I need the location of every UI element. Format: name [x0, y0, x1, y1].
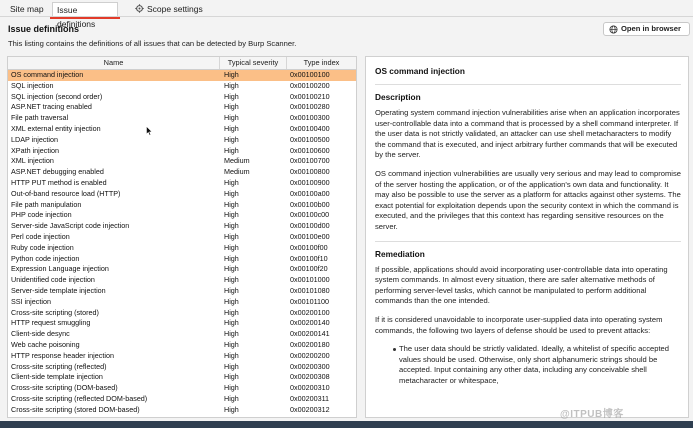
page-title: Issue definitions — [8, 24, 80, 34]
cell-name: Server-side JavaScript code injection — [11, 221, 130, 231]
cell-name: XML external entity injection — [11, 123, 101, 133]
table-row[interactable] — [8, 254, 357, 265]
table-row[interactable] — [8, 156, 357, 167]
cell-name: Server-side template injection — [11, 285, 106, 295]
cell-type-index: 0x00200310 — [290, 383, 330, 393]
cell-severity: Medium — [224, 167, 250, 177]
mouse-cursor-icon — [146, 126, 153, 138]
table-row[interactable] — [8, 362, 357, 373]
gear-icon — [135, 3, 144, 17]
cell-type-index: 0x00100200 — [290, 80, 330, 90]
cell-type-index: 0x00200300 — [290, 361, 330, 371]
cell-severity: High — [224, 350, 239, 360]
cell-name: OS command injection — [11, 70, 84, 79]
cell-severity: High — [224, 145, 239, 155]
cell-type-index: 0x00100f10 — [290, 253, 328, 263]
table-row[interactable] — [8, 383, 357, 394]
cell-type-index: 0x00101100 — [290, 296, 330, 306]
table-row[interactable] — [8, 167, 357, 178]
divider — [375, 84, 681, 85]
table-row[interactable] — [8, 178, 357, 189]
cell-severity: High — [224, 404, 239, 414]
column-header-severity[interactable]: Typical severity — [220, 57, 287, 69]
table-row[interactable] — [8, 81, 357, 92]
cell-type-index: 0x00100210 — [290, 91, 330, 101]
cell-severity: High — [224, 80, 239, 90]
cell-type-index: 0x00200308 — [290, 372, 330, 382]
cell-name: Python code injection — [11, 253, 80, 263]
cell-severity: High — [224, 113, 239, 123]
table-row[interactable] — [8, 286, 357, 297]
taskbar-strip — [0, 421, 693, 428]
cell-name: HTTP response header injection — [11, 350, 114, 360]
cell-severity: High — [224, 123, 239, 133]
cell-severity: High — [224, 102, 239, 112]
cell-severity: High — [224, 70, 239, 79]
cell-type-index: 0x00200312 — [290, 404, 330, 414]
cell-severity: High — [224, 383, 239, 393]
table-row[interactable] — [8, 102, 357, 113]
description-paragraph-1: Operating system command injection vulnerabilities arise when an application incorporates user-controllable data into a command that is processed by a shell command interpreter. If the user data is not strictly validated, an attacker can use shell metacharacters to modify the command that is executed, and inject arbitrary further commands that will be executed by the server. — [375, 108, 680, 160]
remediation-heading: Remediation — [375, 248, 425, 259]
cell-name: Cross-site scripting (reflected) — [11, 361, 107, 371]
table-row[interactable] — [8, 232, 357, 243]
table-row[interactable] — [8, 113, 357, 124]
cell-type-index: 0x00200100 — [290, 307, 330, 317]
table-row[interactable] — [8, 146, 357, 157]
cell-name: File path traversal — [11, 113, 69, 123]
cell-type-index: 0x00200180 — [290, 339, 330, 349]
cell-severity: High — [224, 221, 239, 231]
cell-severity: High — [224, 91, 239, 101]
cell-severity: High — [224, 307, 239, 317]
cell-type-index: 0x00100300 — [290, 113, 330, 123]
cell-severity: High — [224, 134, 239, 144]
active-tab-underline — [50, 17, 120, 19]
cell-type-index: 0x00100d00 — [290, 221, 330, 231]
open-in-browser-label: Open in browser — [621, 24, 681, 33]
table-row[interactable] — [8, 243, 357, 254]
table-row[interactable] — [8, 372, 357, 383]
cell-severity: High — [224, 296, 239, 306]
tab-issue-definitions-label: Issue definitions — [57, 5, 96, 29]
table-row[interactable] — [8, 340, 357, 351]
cell-type-index: 0x00200141 — [290, 329, 330, 339]
table-row[interactable] — [8, 210, 357, 221]
cell-severity: High — [224, 253, 239, 263]
cell-type-index: 0x00100900 — [290, 177, 330, 187]
cell-name: Perl code injection — [11, 231, 70, 241]
description-heading: Description — [375, 92, 421, 102]
issue-detail-panel — [365, 56, 689, 418]
cell-severity: High — [224, 210, 239, 220]
cell-type-index: 0x00101080 — [290, 285, 330, 295]
description-paragraph-2: OS command injection vulnerabilities are usually very serious and may lead to compromise of the server hosting the application, or of the application's own data and functionality. It may also be possible to use the server as a platform for attacks against other systems. The exact potential for exploitation depends upon the security context in which the command is executed, and the privileges that this context has regarding sensitive resources on the server. — [375, 168, 681, 231]
table-row[interactable] — [8, 318, 357, 329]
column-header-name[interactable]: Name — [8, 57, 220, 69]
cell-type-index: 0x00100f00 — [290, 242, 328, 252]
tab-scope-settings-label: Scope settings — [147, 4, 203, 14]
cell-name: Client-side template injection — [11, 372, 103, 382]
cell-severity: High — [224, 329, 239, 339]
cell-severity: High — [224, 318, 239, 328]
table-row[interactable] — [8, 200, 357, 211]
cell-severity: High — [224, 339, 239, 349]
page-description: This listing contains the definitions of all issues that can be detected by Burp Scanner. — [8, 39, 297, 48]
cell-name: Ruby code injection — [11, 242, 74, 252]
cell-name: Cross-site scripting (stored DOM-based) — [11, 404, 140, 414]
tab-site-map[interactable]: Site map — [10, 4, 44, 14]
globe-icon — [609, 25, 618, 38]
detail-title: OS command injection — [375, 66, 465, 76]
cell-severity: High — [224, 242, 239, 252]
cell-type-index: 0x00100100 — [290, 70, 330, 79]
cell-name: HTTP request smuggling — [11, 318, 91, 328]
cell-name: Out-of-band resource load (HTTP) — [11, 188, 121, 198]
cell-name: Web cache poisoning — [11, 339, 80, 349]
table-row[interactable] — [8, 275, 357, 286]
cell-type-index: 0x00101000 — [290, 275, 330, 285]
cell-type-index: 0x00100800 — [290, 167, 330, 177]
table-row[interactable] — [8, 308, 357, 319]
table-row[interactable] — [8, 221, 357, 232]
cell-severity: High — [224, 188, 239, 198]
cell-severity: High — [224, 264, 239, 274]
cell-type-index: 0x00200311 — [290, 393, 330, 403]
cell-severity: High — [224, 231, 239, 241]
cell-severity: High — [224, 361, 239, 371]
cell-type-index: 0x00200140 — [290, 318, 330, 328]
watermark: @ITPUB博客 — [560, 409, 624, 420]
cell-name: SQL injection (second order) — [11, 91, 103, 101]
table-row[interactable] — [8, 135, 357, 146]
divider — [375, 241, 681, 242]
cell-name: ASP.NET tracing enabled — [11, 102, 92, 112]
cell-type-index: 0x00100700 — [290, 156, 330, 166]
cell-name: Cross-site scripting (reflected DOM-based) — [11, 393, 148, 403]
cell-type-index: 0x00100a00 — [290, 188, 330, 198]
cell-name: Cross-site scripting (stored) — [11, 307, 99, 317]
cell-name: SQL injection — [11, 80, 54, 90]
cell-name: ASP.NET debugging enabled — [11, 167, 104, 177]
cell-name: Unidentified code injection — [11, 275, 95, 285]
cell-type-index: 0x00100600 — [290, 145, 330, 155]
cell-name: Expression Language injection — [11, 264, 109, 274]
table-row[interactable] — [8, 264, 357, 275]
table-row[interactable] — [8, 329, 357, 340]
cell-severity: High — [224, 372, 239, 382]
column-header-type-index[interactable]: Type index — [287, 57, 357, 69]
cell-name: XML injection — [11, 156, 54, 166]
cell-severity: Medium — [224, 156, 250, 166]
cell-type-index: 0x00100280 — [290, 102, 330, 112]
remediation-paragraph-1: If possible, applications should avoid incorporating user-controllable data into operating system commands. In almost every situation, there are safer alternative methods of performing server-level tasks, which cannot be manipulated to perform additional commands than the one intended. — [375, 264, 668, 306]
cell-name: LDAP injection — [11, 134, 59, 144]
cell-severity: High — [224, 285, 239, 295]
bullet-dot — [393, 348, 396, 351]
cell-severity: High — [224, 199, 239, 209]
cell-type-index: 0x00100c00 — [290, 210, 330, 220]
cell-severity: High — [224, 275, 239, 285]
cell-name: Client-side desync — [11, 329, 70, 339]
table-row[interactable] — [8, 124, 357, 135]
cell-name: HTTP PUT method is enabled — [11, 177, 107, 187]
remediation-paragraph-2: If it is considered unavoidable to incorporate user-supplied data into operating system commands, the following two layers of defense should be used to prevent attacks: — [375, 314, 663, 335]
table-row[interactable] — [8, 297, 357, 308]
table-row[interactable] — [8, 70, 357, 81]
cell-severity: High — [224, 177, 239, 187]
cell-severity: High — [224, 393, 239, 403]
table-row[interactable] — [8, 405, 357, 416]
cell-type-index: 0x00200200 — [290, 350, 330, 360]
cell-name: Cross-site scripting (DOM-based) — [11, 383, 118, 393]
cell-type-index: 0x00100500 — [290, 134, 330, 144]
cell-name: XPath injection — [11, 145, 59, 155]
table-row[interactable] — [8, 189, 357, 200]
table-row[interactable] — [8, 394, 357, 405]
cell-name: SSI injection — [11, 296, 51, 306]
table-header — [8, 57, 357, 70]
remediation-bullet-text: The user data should be strictly validated. Ideally, a whitelist of specific accepted values should be used. Otherwise, only short alphanumeric strings should be accepted. Input containing any other data, including any conceivable shell metacharacter or whitespace, — [399, 344, 670, 385]
table-body — [8, 70, 357, 416]
tab-issue-definitions[interactable] — [52, 2, 118, 29]
open-in-browser-button[interactable] — [603, 22, 690, 36]
remediation-bullet — [375, 344, 681, 386]
table-row[interactable] — [8, 92, 357, 103]
cell-name: File path manipulation — [11, 199, 82, 209]
cell-type-index: 0x00100400 — [290, 123, 330, 133]
issue-definitions-table — [7, 56, 357, 418]
cell-name: PHP code injection — [11, 210, 72, 220]
table-row[interactable] — [8, 351, 357, 362]
tab-scope-settings[interactable] — [131, 2, 207, 16]
cell-type-index: 0x00100e00 — [290, 231, 330, 241]
cell-type-index: 0x00100f20 — [290, 264, 328, 274]
cell-type-index: 0x00100b00 — [290, 199, 330, 209]
